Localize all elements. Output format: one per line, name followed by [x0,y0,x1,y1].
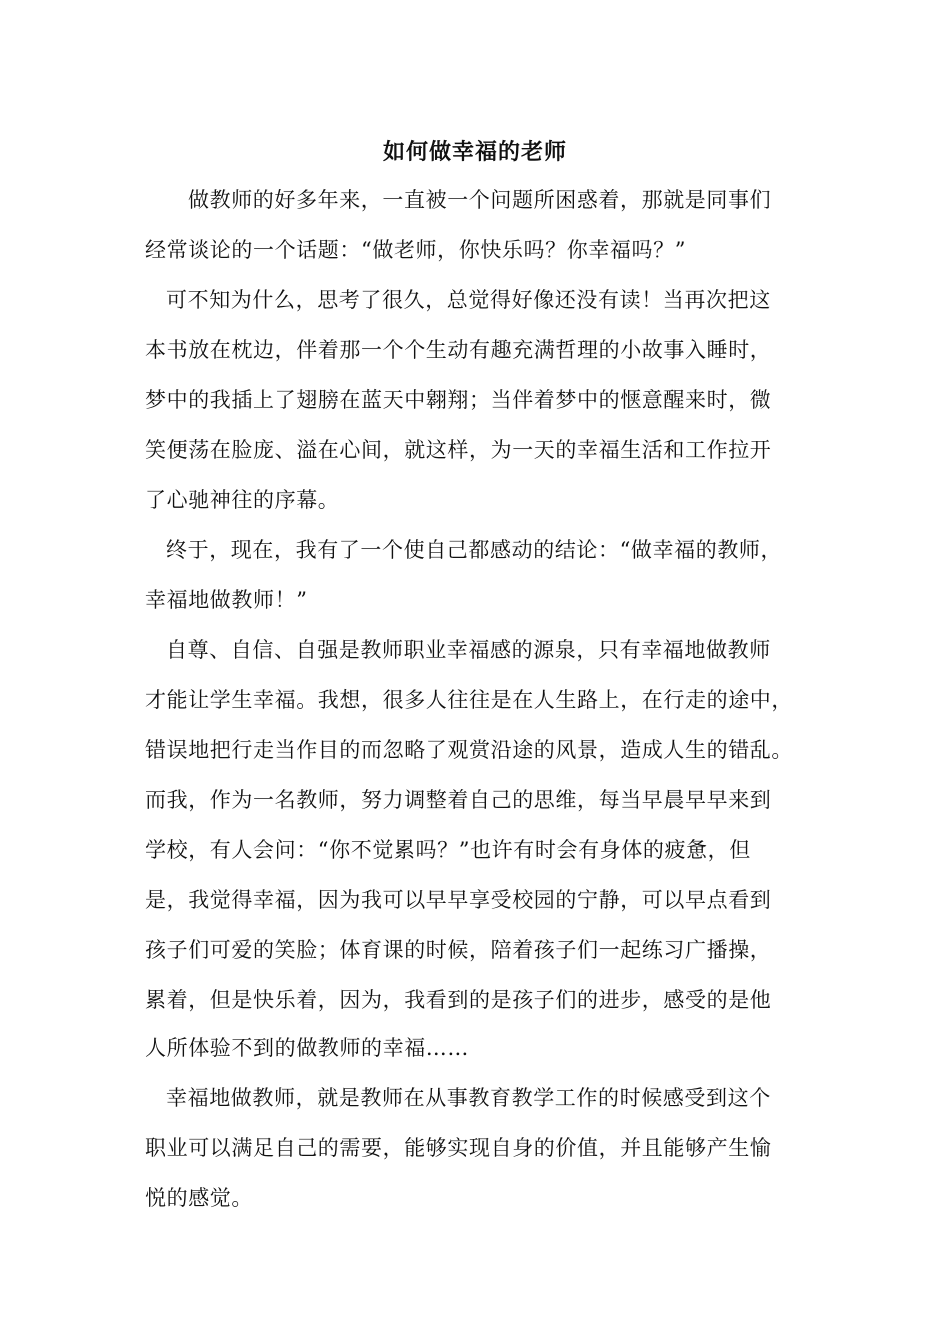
paragraph-4-line-3: 错误地把行走当作目的而忽略了观赏沿途的风景，造成人生的错乱。 [145,738,793,762]
paragraph-2-line-2: 本书放在枕边，伴着那一个个生动有趣充满哲理的小故事入睡时， [145,338,772,362]
paragraph-4-line-6: 是，我觉得幸福，因为我可以早早享受校园的宁静，可以早点看到 [145,888,772,912]
paragraph-4-line-5: 学校，有人会问：“你不觉累吗？”也许有时会有身体的疲惫，但 [145,838,751,862]
paragraph-2-line-1: 可不知为什么，思考了很久，总觉得好像还没有读！当再次把这 [166,288,771,312]
paragraph-4-line-8: 累着，但是快乐着，因为，我看到的是孩子们的进步，感受的是他 [145,988,772,1012]
paragraph-5-line-2: 职业可以满足自己的需要，能够实现自身的价值，并且能够产生愉 [145,1136,772,1160]
paragraph-3-line-1: 终于，现在，我有了一个使自己都感动的结论：“做幸福的教师， [166,538,783,562]
paragraph-4-line-4: 而我，作为一名教师，努力调整着自己的思维，每当早晨早早来到 [145,788,772,812]
paragraph-2-line-3: 梦中的我插上了翅膀在蓝天中翱翔；当伴着梦中的惬意醒来时，微 [145,388,772,412]
paragraph-5-line-1: 幸福地做教师，就是教师在从事教育教学工作的时候感受到这个 [166,1086,771,1110]
paragraph-2-line-4: 笑便荡在脸庞、溢在心间，就这样，为一天的幸福生活和工作拉开 [145,438,772,462]
paragraph-5-line-3: 悦的感觉。 [145,1186,253,1210]
paragraph-2-line-5: 了心驰神往的序幕。 [145,488,340,512]
paragraph-1-line-1: 做教师的好多年来，一直被一个问题所困惑着，那就是同事们 [188,188,772,212]
paragraph-1-line-2: 经常谈论的一个话题：“做老师，你快乐吗？你幸福吗？” [145,238,687,262]
document-title: 如何做幸福的老师 [382,139,567,165]
paragraph-4-line-7: 孩子们可爱的笑脸；体育课的时候，陪着孩子们一起练习广播操， [145,938,772,962]
paragraph-3-line-2: 幸福地做教师！” [145,588,308,612]
paragraph-4-line-1: 自尊、自信、自强是教师职业幸福感的源泉，只有幸福地做教师 [166,638,771,662]
paragraph-4-line-2: 才能让学生幸福。我想，很多人往往是在人生路上，在行走的途中， [145,688,793,712]
paragraph-4-line-9: 人所体验不到的做教师的幸福…… [145,1036,469,1060]
